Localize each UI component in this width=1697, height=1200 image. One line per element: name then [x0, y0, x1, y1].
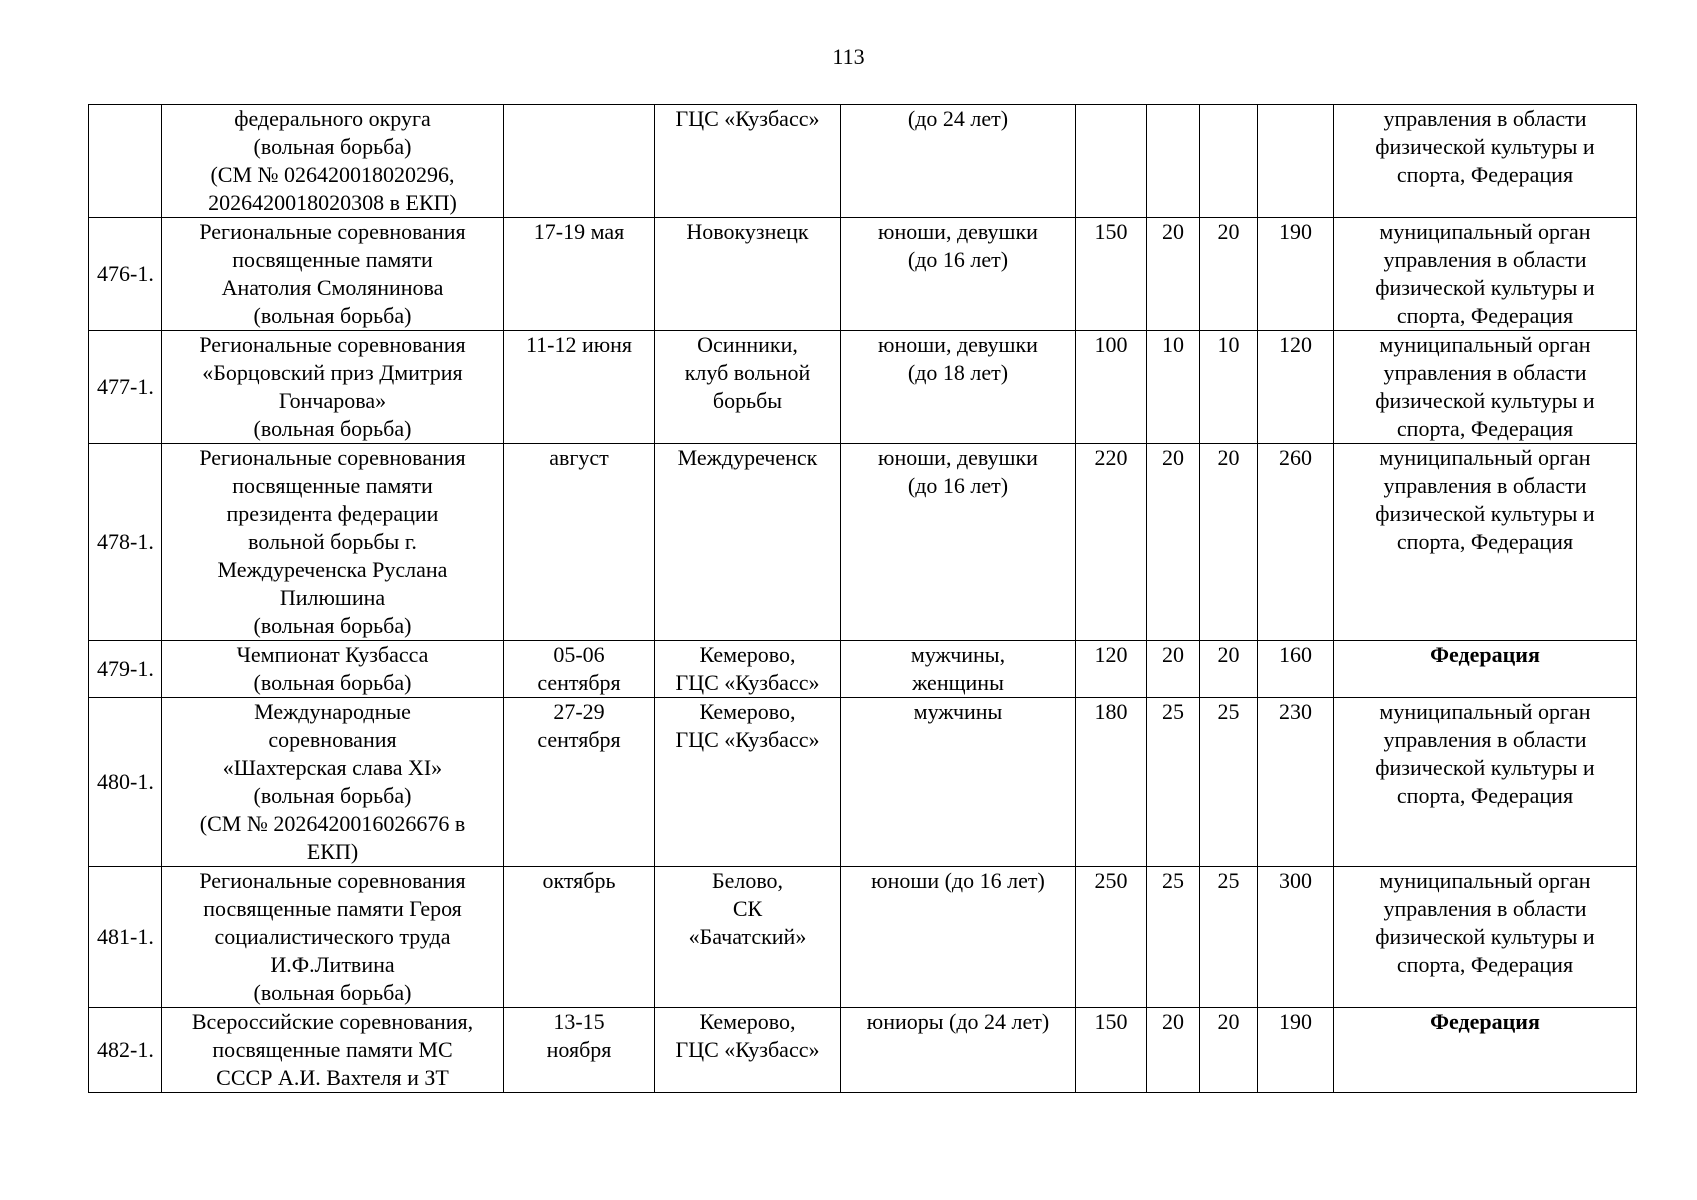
count-3: 20 [1200, 1008, 1258, 1093]
count-3: 25 [1200, 698, 1258, 867]
count-total [1258, 105, 1334, 218]
count-1: 220 [1076, 444, 1147, 641]
event-date: 13-15 ноября [504, 1008, 655, 1093]
count-3: 25 [1200, 867, 1258, 1008]
event-name: Международные соревнования «Шахтерская слава XI» (вольная борьба) (СМ № 2026420016026676 в ЕКП) [162, 698, 504, 867]
event-name: Региональные соревнования посвященные памяти президента федерации вольной борьбы г. Междуреченска Руслана Пилюшина (вольная борьба) [162, 444, 504, 641]
table-row [89, 105, 1637, 218]
count-total: 230 [1258, 698, 1334, 867]
table-row [89, 1008, 1637, 1093]
count-3: 20 [1200, 444, 1258, 641]
event-number: 478-1. [89, 444, 162, 641]
event-date [504, 105, 655, 218]
count-1: 150 [1076, 218, 1147, 331]
event-organizer: муниципальный орган управления в области физической культуры и спорта, Федерация [1334, 331, 1637, 444]
event-number: 481-1. [89, 867, 162, 1008]
event-organizer: муниципальный орган управления в области физической культуры и спорта, Федерация [1334, 698, 1637, 867]
count-1: 120 [1076, 641, 1147, 698]
event-participants: юноши (до 16 лет) [841, 867, 1076, 1008]
count-1: 100 [1076, 331, 1147, 444]
event-place: Кемерово, ГЦС «Кузбасс» [655, 641, 841, 698]
count-1: 250 [1076, 867, 1147, 1008]
event-organizer: муниципальный орган управления в области физической культуры и спорта, Федерация [1334, 444, 1637, 641]
event-number [89, 105, 162, 218]
event-organizer: управления в области физической культуры и спорта, Федерация [1334, 105, 1637, 218]
event-organizer: муниципальный орган управления в области физической культуры и спорта, Федерация [1334, 218, 1637, 331]
event-place: ГЦС «Кузбасс» [655, 105, 841, 218]
table-row [89, 641, 1637, 698]
count-2: 20 [1147, 641, 1200, 698]
count-total: 300 [1258, 867, 1334, 1008]
event-name: Чемпионат Кузбасса (вольная борьба) [162, 641, 504, 698]
count-2: 10 [1147, 331, 1200, 444]
count-1 [1076, 105, 1147, 218]
event-place: Кемерово, ГЦС «Кузбасс» [655, 1008, 841, 1093]
count-2: 25 [1147, 698, 1200, 867]
table-row [89, 698, 1637, 867]
count-total: 190 [1258, 1008, 1334, 1093]
event-place: Кемерово, ГЦС «Кузбасс» [655, 698, 841, 867]
event-date: 11-12 июня [504, 331, 655, 444]
count-2: 20 [1147, 1008, 1200, 1093]
table-row [89, 218, 1637, 331]
event-participants: мужчины, женщины [841, 641, 1076, 698]
event-name: федерального округа (вольная борьба) (СМ № 026420018020296, 2026420018020308 в ЕКП) [162, 105, 504, 218]
count-total: 190 [1258, 218, 1334, 331]
table-row [89, 867, 1637, 1008]
event-date: октябрь [504, 867, 655, 1008]
count-2 [1147, 105, 1200, 218]
event-participants: юноши, девушки (до 16 лет) [841, 444, 1076, 641]
count-1: 180 [1076, 698, 1147, 867]
event-number: 480-1. [89, 698, 162, 867]
table-row [89, 444, 1637, 641]
event-participants: мужчины [841, 698, 1076, 867]
count-total: 260 [1258, 444, 1334, 641]
event-number: 477-1. [89, 331, 162, 444]
count-3: 20 [1200, 641, 1258, 698]
event-number: 482-1. [89, 1008, 162, 1093]
event-place: Новокузнецк [655, 218, 841, 331]
event-participants: юноши, девушки (до 16 лет) [841, 218, 1076, 331]
event-number: 479-1. [89, 641, 162, 698]
event-place: Белово, СК «Бачатский» [655, 867, 841, 1008]
event-name: Всероссийские соревнования, посвященные памяти МС СССР А.И. Вахтеля и ЗТ [162, 1008, 504, 1093]
page-number: 113 [832, 44, 865, 69]
events-table [88, 104, 1637, 1093]
event-place: Осинники, клуб вольной борьбы [655, 331, 841, 444]
count-1: 150 [1076, 1008, 1147, 1093]
count-total: 120 [1258, 331, 1334, 444]
count-2: 20 [1147, 444, 1200, 641]
event-number: 476-1. [89, 218, 162, 331]
event-organizer: муниципальный орган управления в области физической культуры и спорта, Федерация [1334, 867, 1637, 1008]
event-place: Междуреченск [655, 444, 841, 641]
event-participants: юноши, девушки (до 18 лет) [841, 331, 1076, 444]
count-2: 25 [1147, 867, 1200, 1008]
count-2: 20 [1147, 218, 1200, 331]
event-date: 05-06 сентября [504, 641, 655, 698]
event-name: Региональные соревнования посвященные памяти Анатолия Смолянинова (вольная борьба) [162, 218, 504, 331]
event-date: август [504, 444, 655, 641]
event-name: Региональные соревнования посвященные памяти Героя социалистического труда И.Ф.Литвина (вольная борьба) [162, 867, 504, 1008]
count-3: 10 [1200, 331, 1258, 444]
event-date: 27-29 сентября [504, 698, 655, 867]
event-organizer: Федерация [1334, 1008, 1637, 1093]
table-row [89, 331, 1637, 444]
event-participants: (до 24 лет) [841, 105, 1076, 218]
event-date: 17-19 мая [504, 218, 655, 331]
count-3 [1200, 105, 1258, 218]
count-total: 160 [1258, 641, 1334, 698]
count-3: 20 [1200, 218, 1258, 331]
event-name: Региональные соревнования «Борцовский приз Дмитрия Гончарова» (вольная борьба) [162, 331, 504, 444]
event-organizer: Федерация [1334, 641, 1637, 698]
event-participants: юниоры (до 24 лет) [841, 1008, 1076, 1093]
